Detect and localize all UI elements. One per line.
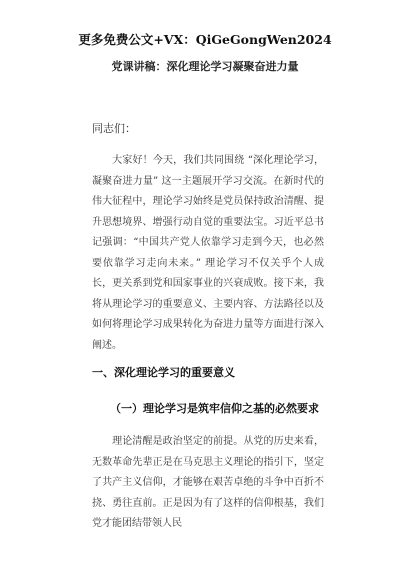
document-title: 党课讲稿：深化理论学习凝聚奋进力量	[111, 60, 299, 73]
subsection-heading: （一）理论学习是筑牢信仰之基的必然要求	[110, 402, 319, 415]
body-paragraph	[92, 432, 324, 535]
section-heading: 一、深化理论学习的重要意义	[92, 366, 235, 379]
intro-paragraph-text: 大家好！今天，我们共同围绕 “深化理论学习，凝聚奋进力量” 这一主题展开学习交流。在新时代的伟大征程中，理论学习始终是党员保持政治清醒、提升思想境界、增强行动自觉的重要法宝。习近平总书记强调：“中国共产党人依靠学习走到今天，也必然要依靠学习走向未来。” 理论学习不仅关乎个人成长，更关系到党和国家事业的兴衰成败。接下来，我将从理论学习的重要意义、主要内容、方法路径以及如何将理论学习成果转化为奋进力量等方面进行深入阐述。	[92, 155, 324, 351]
greeting: 同志们：	[92, 122, 136, 135]
body-paragraph-text: 理论清醒是政治坚定的前提。从党的历史来看，无数革命先辈正是在马克思主义理论的指引下，坚定了共产主义信仰，才能够在艰苦卓绝的斗争中百折不挠、勇往直前。正是因为有了这样的信仰根基，我们党才能团结带领人民	[92, 436, 324, 529]
intro-paragraph	[92, 151, 324, 356]
promo-header: 更多免费公文+VX：QiGeGongWen2024	[78, 32, 332, 47]
